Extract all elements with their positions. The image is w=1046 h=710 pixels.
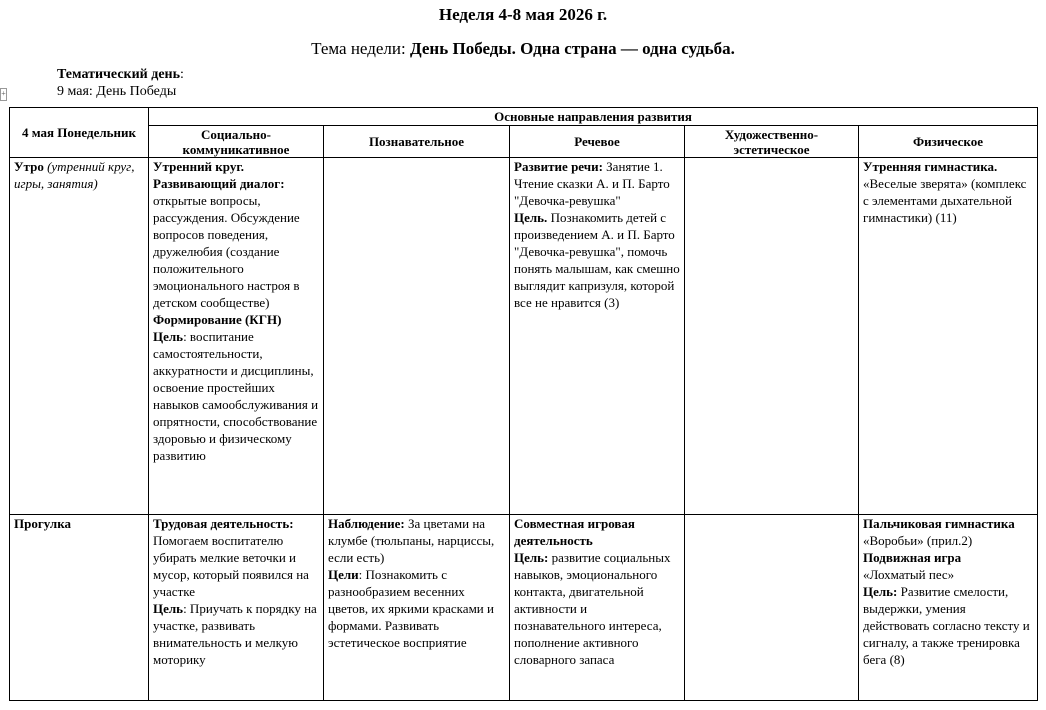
thematic-day [57,66,184,100]
walk-physical-heading: Пальчиковая гимнастика [863,516,1015,531]
column-header-social: Социально-коммуникативное [149,126,324,158]
plan-table [9,107,1038,701]
morning-social-heading: Утренний круг. [153,159,245,174]
morning-speech-heading: Развитие речи: [514,159,603,174]
week-topic-name: День Победы. Одна страна — одна судьба. [409,39,735,58]
week-topic-prefix: Тема недели: [311,39,410,58]
morning-speech-text: Занятие 1. Чтение сказки А. и П. Барто "Девочка-ревушка" [514,159,670,208]
walk-speech-cell [510,515,685,701]
walk-art-cell [685,515,859,701]
walk-social-heading: Трудовая деятельность: [153,516,294,531]
morning-physical-cell [859,158,1038,515]
morning-social-cell [149,158,324,515]
walk-cognitive-goal-text: : Познакомить с разнообразием весенних цветов, их яркими красками и формами. Развивать эстетическое восприятие [328,567,494,650]
row-label-walk [10,515,149,701]
column-header-cognitive: Познавательное [324,126,510,158]
thematic-day-value: 9 мая: День Победы [57,84,177,99]
column-header-physical: Физическое [859,126,1038,158]
table-move-handle-icon[interactable]: + [0,88,7,101]
morning-social-goal-text: : воспитание самостоятельности, аккуратности и дисциплины, освоение простейших навыков самообслуживания и опрятности, способствование здоровью и физическому развитию [153,329,319,463]
thematic-day-label: Тематический день [57,67,180,82]
column-header-speech: Речевое [510,126,685,158]
table-row-walk [10,515,1038,701]
walk-speech-goal-text: развитие социальных навыков, эмоционального контакта, двигательной активности и познавательного интереса, пополнение активного словарного запаса [514,550,671,667]
row-label-morning [10,158,149,515]
walk-physical-cell [859,515,1038,701]
walk-speech-heading: Совместная игровая деятельность [514,516,635,548]
walk-label: Прогулка [14,516,72,531]
page-title: Неделя 4-8 мая 2026 г. [438,5,608,24]
walk-speech-goal-label: Цель: [514,550,549,565]
walk-social-goal-text: : Приучать к порядку на участке, развивать внимательность и мелкую моторику [153,601,317,667]
morning-social-kgn-heading: Формирование (КГН) [153,312,282,327]
morning-label: Утро [14,159,44,174]
morning-art-cell [685,158,859,515]
column-header-art: Художественно-эстетическое [685,126,859,158]
week-topic [0,39,1046,59]
morning-speech-goal-label: Цель. [514,210,548,225]
walk-social-goal-label: Цель [153,601,184,616]
walk-physical-goal-text: Развитие смелости, выдержки, умения действовать согласно тексту и сигналу, а также тренировка бега (8) [863,584,1030,667]
walk-social-cell [149,515,324,701]
morning-social-goal-label: Цель [153,329,184,344]
morning-cognitive-cell [324,158,510,515]
morning-social-text: открытые вопросы, рассуждения. Обсуждение вопросов поведения, дружелюбия (создание положительного эмоционального настроя в детском сообществе) [153,193,300,310]
day-header: 4 мая Понедельник [10,108,149,158]
morning-speech-cell [510,158,685,515]
walk-cognitive-text: За цветами на клумбе (тюльпаны, нарциссы, если есть) [328,516,495,565]
walk-cognitive-goal-label: Цели [328,567,359,582]
morning-physical-heading: Утренняя гимнастика. [863,159,998,174]
walk-physical-game-text: «Лохматый пес» [863,567,955,582]
table-row-morning [10,158,1038,515]
walk-physical-game-heading: Подвижная игра [863,550,962,565]
walk-physical-goal-label: Цель: [863,584,898,599]
morning-physical-text: «Веселые зверята» (комплекс с элементами дыхательной гимнастики) (11) [863,176,1027,225]
thematic-day-colon: : [180,67,184,82]
morning-label-note: (утренний круг, игры, занятия) [14,159,135,191]
morning-social-subheading: Развивающий диалог: [153,176,285,191]
walk-physical-text: «Воробьи» (прил.2) [863,533,973,548]
walk-cognitive-heading: Наблюдение: [328,516,405,531]
walk-social-text: Помогаем воспитателю убирать мелкие веточки и мусор, который появился на участке [153,533,309,599]
group-header: Основные направления развития [149,108,1038,126]
walk-cognitive-cell [324,515,510,701]
morning-speech-goal-text: Познакомить детей с произведением А. и П. Барто "Девочка-ревушка", помочь понять малышам, как смешно выглядит капризуля, которой все не нравится (3) [514,210,680,310]
